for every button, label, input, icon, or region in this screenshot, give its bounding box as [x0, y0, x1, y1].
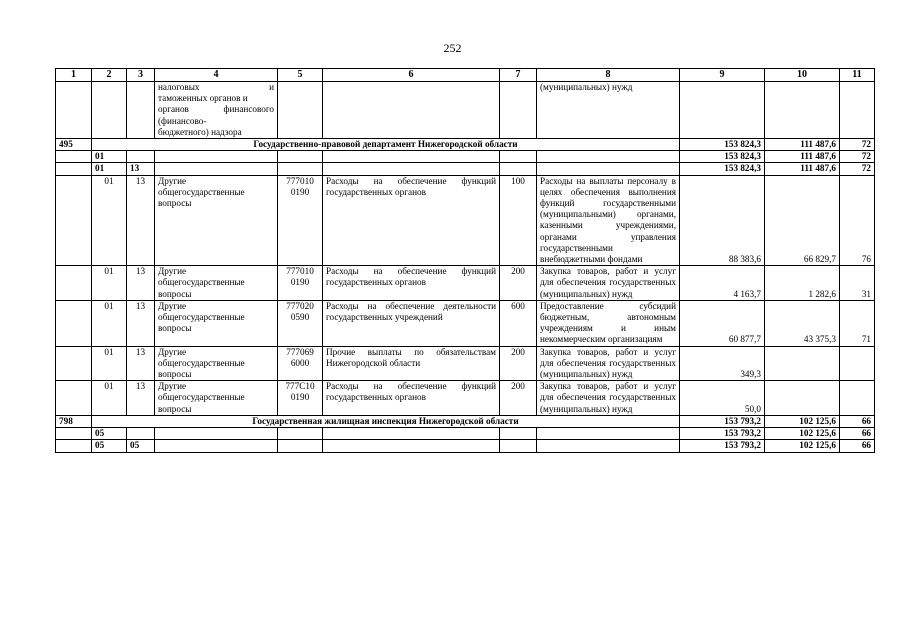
target-article-code: 777010 0190 — [278, 175, 323, 266]
approved-amount: 349,3 — [680, 346, 765, 381]
executed-amount: 111 487,6 — [765, 163, 840, 175]
approved-amount: 153 793,2 — [680, 440, 765, 452]
column-header: 10 — [765, 69, 840, 82]
budget-table — [55, 68, 875, 453]
target-article-name: Расходы на обеспечение функций государственных органов — [323, 175, 500, 266]
section-code: 01 — [92, 381, 127, 416]
approved-amount: 4 163,7 — [680, 266, 765, 301]
expense-type-code: 200 — [500, 266, 537, 301]
approved-amount: 88 383,6 — [680, 175, 765, 266]
expense-type-name: Предоставление субсидий бюджетным, автономным учреждениям и иным некоммерческим организациям — [537, 300, 680, 346]
section-name: Другие общегосударственные вопросы — [155, 175, 278, 266]
expense-type-code: 100 — [500, 175, 537, 266]
department-code: 495 — [56, 139, 92, 151]
column-header: 3 — [127, 69, 155, 82]
executed-amount — [765, 381, 840, 416]
department-name: Государственная жилищная инспекция Нижегородской области — [92, 415, 680, 427]
subsection-code: 13 — [127, 381, 155, 416]
subsection-code: 13 — [127, 175, 155, 266]
approved-amount: 153 793,2 — [680, 415, 765, 427]
column-header: 7 — [500, 69, 537, 82]
section-code: 05 — [92, 440, 127, 452]
department-code: 798 — [56, 415, 92, 427]
section-code: 01 — [92, 300, 127, 346]
approved-amount: 153 824,3 — [680, 139, 765, 151]
execution-percent: 66 — [840, 428, 875, 440]
department-name: Государственно-правовой департамент Нижегородской области — [92, 139, 680, 151]
target-article-code: 777069 6000 — [278, 346, 323, 381]
table-row — [56, 381, 875, 416]
section-code: 01 — [92, 175, 127, 266]
executed-amount: 66 829,7 — [765, 175, 840, 266]
execution-percent: 72 — [840, 151, 875, 163]
target-article-name: Расходы на обеспечение функций государственных органов — [323, 266, 500, 301]
executed-amount: 111 487,6 — [765, 151, 840, 163]
target-article-code: 777С10 0190 — [278, 381, 323, 416]
execution-percent — [840, 381, 875, 416]
column-header: 6 — [323, 69, 500, 82]
section-code: 01 — [92, 163, 127, 175]
subsection-code: 13 — [127, 346, 155, 381]
execution-percent — [840, 346, 875, 381]
subsection-row — [56, 440, 875, 452]
column-header: 2 — [92, 69, 127, 82]
expense-type-name: Закупка товаров, работ и услуг для обеспечения государственных (муниципальных) нужд — [537, 346, 680, 381]
expense-type-code: 200 — [500, 346, 537, 381]
section-name: Другие общегосударственные вопросы — [155, 266, 278, 301]
expense-type-code: 200 — [500, 381, 537, 416]
target-article-name: Прочие выплаты по обязательствам Нижегородской области — [323, 346, 500, 381]
text-line: таможенных органов и — [158, 93, 248, 104]
column-header: 9 — [680, 69, 765, 82]
execution-percent: 72 — [840, 139, 875, 151]
target-article-code: 777020 0590 — [278, 300, 323, 346]
section-row — [56, 428, 875, 440]
department-row — [56, 139, 875, 151]
page-number: 252 — [443, 41, 462, 55]
column-header: 5 — [278, 69, 323, 82]
table-row — [56, 175, 875, 266]
section-code: 05 — [92, 428, 127, 440]
table-row — [56, 300, 875, 346]
expense-type-name: Закупка товаров, работ и услуг для обеспечения государственных (муниципальных) нужд — [537, 266, 680, 301]
executed-amount — [765, 346, 840, 381]
subsection-code: 13 — [127, 266, 155, 301]
target-article-code: 777010 0190 — [278, 266, 323, 301]
section-row — [56, 151, 875, 163]
approved-amount: 153 824,3 — [680, 163, 765, 175]
column-header: 8 — [537, 69, 680, 82]
expense-type-name: Расходы на выплаты персоналу в целях обеспечения выполнения функций государственными (муниципальными) органами, казенными учреждениями, органами управления государственными внебюджетными фондами — [537, 175, 680, 266]
table-row — [56, 346, 875, 381]
approved-amount: 50,0 — [680, 381, 765, 416]
section-code: 01 — [92, 346, 127, 381]
target-article-name: Расходы на обеспечение деятельности государственных учреждений — [323, 300, 500, 346]
subsection-row — [56, 163, 875, 175]
subsection-code: 13 — [127, 163, 155, 175]
section-name: Другие общегосударственные вопросы — [155, 346, 278, 381]
execution-percent: 71 — [840, 300, 875, 346]
approved-amount: 153 793,2 — [680, 428, 765, 440]
column-header-row — [56, 69, 875, 82]
execution-percent: 76 — [840, 175, 875, 266]
execution-percent: 72 — [840, 163, 875, 175]
column-header: 1 — [56, 69, 92, 82]
subsection-code: 05 — [127, 440, 155, 452]
section-name-cell — [155, 82, 278, 139]
department-row — [56, 415, 875, 427]
table-row — [56, 266, 875, 301]
executed-amount: 111 487,6 — [765, 139, 840, 151]
target-article-name: Расходы на обеспечение функций государственных органов — [323, 381, 500, 416]
subsection-code: 13 — [127, 300, 155, 346]
text-line: налоговых и — [158, 82, 274, 92]
execution-percent: 31 — [840, 266, 875, 301]
text-line: (финансово- — [158, 115, 207, 126]
section-code: 01 — [92, 266, 127, 301]
text-line: (муниципальных) нужд — [540, 82, 633, 92]
text-line: бюджетного) надзора — [158, 126, 242, 137]
approved-amount: 153 824,3 — [680, 151, 765, 163]
section-name: Другие общегосударственные вопросы — [155, 381, 278, 416]
text-line: органов финансового — [158, 104, 274, 115]
executed-amount: 102 125,6 — [765, 415, 840, 427]
execution-percent: 66 — [840, 440, 875, 452]
expense-type-cell — [537, 82, 680, 139]
executed-amount: 43 375,3 — [765, 300, 840, 346]
column-header: 11 — [840, 69, 875, 82]
section-name: Другие общегосударственные вопросы — [155, 300, 278, 346]
executed-amount: 1 282,6 — [765, 266, 840, 301]
expense-type-code: 600 — [500, 300, 537, 346]
executed-amount: 102 125,6 — [765, 428, 840, 440]
execution-percent: 66 — [840, 415, 875, 427]
expense-type-name: Закупка товаров, работ и услуг для обеспечения государственных (муниципальных) нужд — [537, 381, 680, 416]
section-code: 01 — [92, 151, 127, 163]
approved-amount: 60 877,7 — [680, 300, 765, 346]
continuation-row — [56, 82, 875, 139]
column-header: 4 — [155, 69, 278, 82]
executed-amount: 102 125,6 — [765, 440, 840, 452]
